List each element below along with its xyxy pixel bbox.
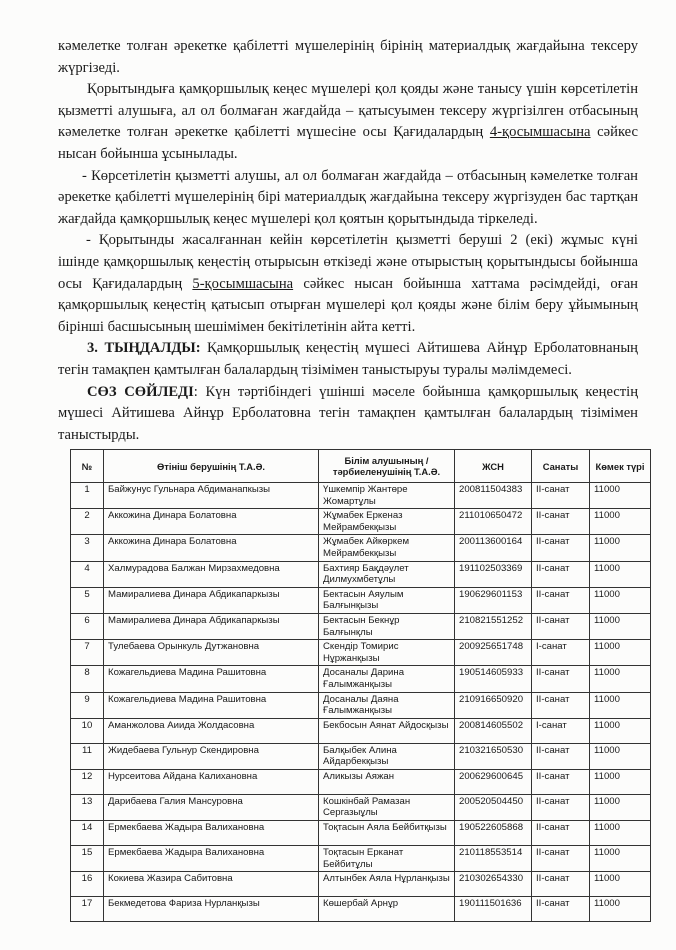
iin: 210302654330 bbox=[455, 872, 532, 897]
applicant-name: Байжунус Гульнара Абдиманапкызы bbox=[104, 483, 319, 509]
header-iin: ЖСН bbox=[455, 450, 532, 483]
student-name: Үшкемпір Жантөре Жомартұлы bbox=[319, 483, 455, 509]
category: II-санат bbox=[532, 483, 590, 509]
iin: 200520504450 bbox=[455, 794, 532, 820]
category: II-санат bbox=[532, 666, 590, 692]
row-number: 6 bbox=[71, 613, 104, 639]
header-student: Білім алушының / тәрбиеленушінің Т.А.Ә. bbox=[319, 450, 455, 483]
aid-type: 11000 bbox=[590, 846, 651, 872]
appendix-4-link[interactable]: 4-қосымшасына bbox=[489, 124, 591, 141]
student-name: Балқыбек Алина Айдарбекқызы bbox=[319, 743, 455, 769]
row-number: 7 bbox=[71, 640, 104, 666]
aid-type: 11000 bbox=[590, 743, 651, 769]
aid-type: 11000 bbox=[590, 794, 651, 820]
applicant-name: Кожагельдиева Мадина Рашитовна bbox=[104, 692, 319, 718]
applicant-name: Нурсеитова Айдана Калихановна bbox=[104, 769, 319, 794]
applicant-name: Ермекбаева Жадыра Валихановна bbox=[104, 821, 319, 846]
aid-type: 11000 bbox=[590, 666, 651, 692]
category: II-санат bbox=[532, 509, 590, 535]
aid-type: 11000 bbox=[590, 769, 651, 794]
category: II-санат bbox=[532, 897, 590, 922]
paragraph-2-end: сәйкес нысан бойынша ұсынылады. bbox=[58, 124, 638, 162]
row-number: 4 bbox=[71, 561, 104, 587]
category: I-санат bbox=[532, 718, 590, 743]
category: II-санат bbox=[532, 794, 590, 820]
student-name: Жұмабек Еркеназ Мейрамбекқызы bbox=[319, 509, 455, 535]
category: II-санат bbox=[532, 692, 590, 718]
student-name: Тоқтасын Аяла Бейбитқызы bbox=[319, 821, 455, 846]
paragraph-1: кәмелетке толған әрекетке қабілетті мүшелерінің бірінің материалдық жағдайына тексеру жүргізеді. bbox=[58, 38, 638, 76]
category: II-санат bbox=[532, 613, 590, 639]
student-name: Бектасын Аяулым Балғынқызы bbox=[319, 587, 455, 613]
table-row bbox=[71, 718, 651, 743]
student-name: Көшербай Арнұр bbox=[319, 897, 455, 922]
category: II-санат bbox=[532, 561, 590, 587]
paragraph-3: - Көрсетілетін қызметті алушы, ал ол болмаған жағдайда – отбасының кәмелетке толған әрекетке қабілетті мүшелерінің бірі материалдық жағдайына тексеру жүргізуден бас тартқан жағдайда қамқоршылық кеңес мүшелері қол қоятын қорытындыда тіркеледі. bbox=[58, 167, 638, 227]
applicant-name: Мамиралиева Динара Абдикапаркызы bbox=[104, 587, 319, 613]
aid-type: 11000 bbox=[590, 509, 651, 535]
iin: 200811504383 bbox=[455, 483, 532, 509]
applicant-name: Жидебаева Гульнур Скендировна bbox=[104, 743, 319, 769]
applicant-name: Бекмедетова Фариза Нурланқызы bbox=[104, 897, 319, 922]
aid-type: 11000 bbox=[590, 561, 651, 587]
header-aid-type: Көмек түрі bbox=[590, 450, 651, 483]
table-row bbox=[71, 483, 651, 509]
paragraph-2-text: Қорытындыға қамқоршылық кеңес мүшелері қол қояды және танысу үшін көрсетілетін қызметті алушыға, ал ол болмаған жағдайда – қатысуымен тексеру жүргізілген отбасының кәмелетке толған әрекетке қабілетті мүшесіне осы Қағидалардың bbox=[58, 81, 638, 141]
student-name: Жұмабек Айкөркем Мейрамбекқызы bbox=[319, 535, 455, 561]
table-row bbox=[71, 692, 651, 718]
body-text bbox=[58, 36, 638, 446]
student-name: Досаналы Дарина Ғалымжанқызы bbox=[319, 666, 455, 692]
iin: 210321650530 bbox=[455, 743, 532, 769]
category: II-санат bbox=[532, 587, 590, 613]
table-row bbox=[71, 535, 651, 561]
paragraph-4-end: сәйкес нысан бойынша хаттама рәсімдейді, оған қамқоршылық кеңестің қатысып отырған мүшелері қол қояды және білім беру ұйымының бірінші басшысының шешімімен бекітілетінін айта кетті. bbox=[58, 275, 638, 335]
row-number: 11 bbox=[71, 743, 104, 769]
applicant-name: Аккожина Динара Болатовна bbox=[104, 535, 319, 561]
table-row bbox=[71, 509, 651, 535]
row-number: 8 bbox=[71, 666, 104, 692]
table-row bbox=[71, 743, 651, 769]
student-name: Кошкінбай Рамазан Сергазыұлы bbox=[319, 794, 455, 820]
children-list-table bbox=[70, 449, 651, 922]
item-number: 3. bbox=[87, 340, 98, 357]
applicant-name: Тулебаева Орынкуль Дутжановна bbox=[104, 640, 319, 666]
applicant-name: Аккожина Динара Болатовна bbox=[104, 509, 319, 535]
applicant-name: Ермекбаева Жадыра Валихановна bbox=[104, 846, 319, 872]
paragraph-2 bbox=[58, 79, 638, 165]
row-number: 17 bbox=[71, 897, 104, 922]
row-number: 1 bbox=[71, 483, 104, 509]
category: II-санат bbox=[532, 743, 590, 769]
heard-label: ТЫҢДАЛДЫ: bbox=[104, 340, 201, 357]
aid-type: 11000 bbox=[590, 483, 651, 509]
applicant-name: Аманжолова Аиида Жолдасовна bbox=[104, 718, 319, 743]
applicant-name: Мамиралиева Динара Абдикапаркызы bbox=[104, 613, 319, 639]
applicant-name: Дарибаева Галия Мансуровна bbox=[104, 794, 319, 820]
row-number: 15 bbox=[71, 846, 104, 872]
header-number: № bbox=[71, 450, 104, 483]
paragraph-6 bbox=[58, 382, 638, 447]
iin: 190522605868 bbox=[455, 821, 532, 846]
student-name: Досаналы Даяна Ғалымжанқызы bbox=[319, 692, 455, 718]
table-row bbox=[71, 613, 651, 639]
iin: 191102503369 bbox=[455, 561, 532, 587]
student-name: Бекбосын Аянат Айдосқызы bbox=[319, 718, 455, 743]
table-row bbox=[71, 666, 651, 692]
header-category: Санаты bbox=[532, 450, 590, 483]
aid-type: 11000 bbox=[590, 692, 651, 718]
paragraph-6-text: : Күн тәртібіндегі үшінші мәселе бойынша қамқоршылық кеңестің мүшесі Айтишева Айнұр Ерболатовна тегін тамақпен қамтылған балалардың тізімімен таныстырды. bbox=[58, 383, 639, 443]
row-number: 2 bbox=[71, 509, 104, 535]
iin: 190111501636 bbox=[455, 897, 532, 922]
table-row bbox=[71, 769, 651, 794]
iin: 190629601153 bbox=[455, 587, 532, 613]
iin: 200814605502 bbox=[455, 718, 532, 743]
iin: 210916650920 bbox=[455, 692, 532, 718]
table-row bbox=[71, 846, 651, 872]
row-number: 3 bbox=[71, 535, 104, 561]
aid-type: 11000 bbox=[590, 872, 651, 897]
iin: 200925651748 bbox=[455, 640, 532, 666]
applicant-name: Халмурадова Балжан Мирзахмедовна bbox=[104, 561, 319, 587]
paragraph-5 bbox=[58, 338, 638, 381]
aid-type: 11000 bbox=[590, 587, 651, 613]
iin: 211010650472 bbox=[455, 509, 532, 535]
student-name: Бахтияр Бақдәулет Дилмухмбетұлы bbox=[319, 561, 455, 587]
table-row bbox=[71, 561, 651, 587]
paragraph-5-text: Қамқоршылық кеңестің мүшесі Айтишева Айнұр Ерболатовнаның тегін тамақпен қамтылған балалардың тізімімен таныстыруы туралы мәлімдемесі. bbox=[58, 340, 638, 378]
aid-type: 11000 bbox=[590, 640, 651, 666]
iin: 200629600645 bbox=[455, 769, 532, 794]
table-row bbox=[71, 872, 651, 897]
student-name: Тоқтасын Ерканат Бейбитұлы bbox=[319, 846, 455, 872]
row-number: 5 bbox=[71, 587, 104, 613]
table-row bbox=[71, 897, 651, 922]
student-name: Алтынбек Аяла Нұрланқызы bbox=[319, 872, 455, 897]
category: II-санат bbox=[532, 535, 590, 561]
applicant-name: Кокиева Жазира Сабитовна bbox=[104, 872, 319, 897]
row-number: 10 bbox=[71, 718, 104, 743]
header-applicant: Өтініш берушінің Т.А.Ә. bbox=[104, 450, 319, 483]
table-row bbox=[71, 640, 651, 666]
category: II-санат bbox=[532, 846, 590, 872]
aid-type: 11000 bbox=[590, 897, 651, 922]
table-row bbox=[71, 821, 651, 846]
table-row bbox=[71, 587, 651, 613]
aid-type: 11000 bbox=[590, 535, 651, 561]
category: II-санат bbox=[532, 872, 590, 897]
student-name: Аликызы Аяжан bbox=[319, 769, 455, 794]
row-number: 9 bbox=[71, 692, 104, 718]
iin: 190514605933 bbox=[455, 666, 532, 692]
table-header-row bbox=[71, 450, 651, 483]
paragraph-4 bbox=[58, 230, 638, 338]
category: II-санат bbox=[532, 821, 590, 846]
student-name: Бектасын Бекнұр Балғынқлы bbox=[319, 613, 455, 639]
student-name: Скендір Томирис Нұржанқызы bbox=[319, 640, 455, 666]
row-number: 14 bbox=[71, 821, 104, 846]
paragraph-4-text: - Қорытынды жасалғаннан кейін көрсетілетін қызметті беруші 2 (екі) жұмыс күні ішінде қамқоршылық кеңестің отырысын өткізеді және отырыстың қорытындысы бойынша осы Қағидалардың bbox=[58, 232, 638, 292]
spoke-label: СӨЗ СӨЙЛЕДІ bbox=[87, 383, 194, 400]
appendix-5-link[interactable]: 5-қосымшасына bbox=[192, 275, 294, 292]
iin: 210118553514 bbox=[455, 846, 532, 872]
row-number: 13 bbox=[71, 794, 104, 820]
row-number: 12 bbox=[71, 769, 104, 794]
iin: 210821551252 bbox=[455, 613, 532, 639]
aid-type: 11000 bbox=[590, 821, 651, 846]
applicant-name: Кожагельдиева Мадина Рашитовна bbox=[104, 666, 319, 692]
category: I-санат bbox=[532, 640, 590, 666]
aid-type: 11000 bbox=[590, 718, 651, 743]
aid-type: 11000 bbox=[590, 613, 651, 639]
iin: 200113600164 bbox=[455, 535, 532, 561]
category: II-санат bbox=[532, 769, 590, 794]
table-row bbox=[71, 794, 651, 820]
row-number: 16 bbox=[71, 872, 104, 897]
